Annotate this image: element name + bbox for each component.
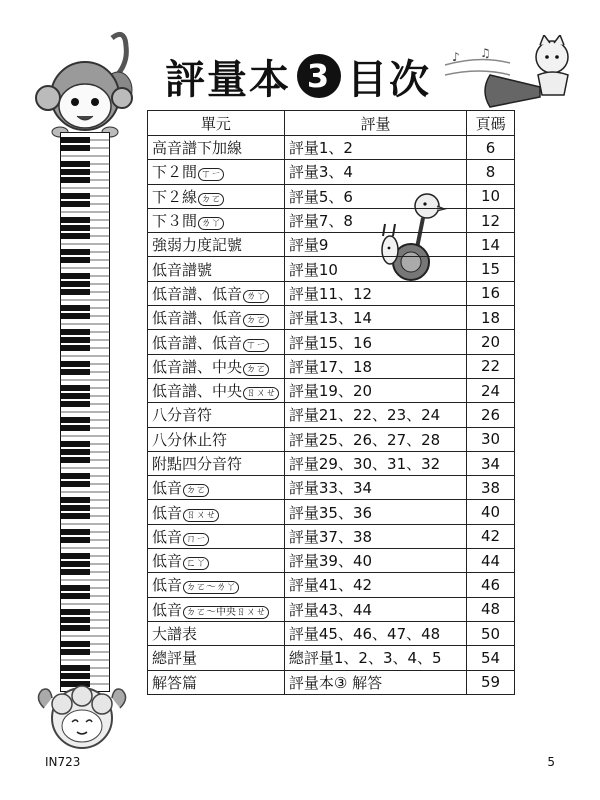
- evals-cell: 評量本③ 解答: [284, 670, 466, 694]
- unit-cell: [148, 378, 285, 402]
- toc-table: [147, 110, 515, 695]
- zhuyin-note-mark: ㄉㄛ: [198, 193, 224, 206]
- cat-horn-illustration: [440, 35, 585, 110]
- header-evals: 評量: [284, 111, 466, 136]
- zhuyin-note-mark: ㄉㄛ～中央ㄖㄨㄝ: [183, 606, 269, 619]
- zhuyin-note-mark: ㄌㄚ: [198, 217, 224, 230]
- evals-cell: 評量5、6: [284, 184, 466, 208]
- table-row: [148, 378, 515, 402]
- piano-keyboard-decoration: [60, 132, 110, 692]
- unit-cell: [148, 354, 285, 378]
- unit-cell: [148, 257, 285, 281]
- zhuyin-note-mark: ㄉㄛ: [243, 363, 269, 376]
- evals-cell: 評量3、4: [284, 160, 466, 184]
- unit-label: 低音: [152, 503, 183, 522]
- page-cell: 6: [467, 136, 515, 160]
- evals-cell: 評量15、16: [284, 330, 466, 354]
- page-cell: 34: [467, 451, 515, 475]
- unit-label: 低音: [152, 527, 183, 546]
- unit-label: 大譜表: [152, 625, 198, 644]
- evals-cell: 評量21、22、23、24: [284, 403, 466, 427]
- header-unit: 單元: [148, 111, 285, 136]
- page-cell: 50: [467, 621, 515, 645]
- title-text: 評量本: [165, 56, 291, 103]
- unit-cell: [148, 476, 285, 500]
- unit-label: 下２間: [152, 163, 198, 182]
- table-row: [148, 646, 515, 670]
- zhuyin-note-mark: ㄒㄧ: [243, 339, 269, 352]
- page-cell: 44: [467, 549, 515, 573]
- unit-cell: [148, 427, 285, 451]
- zhuyin-note-mark: ㄈㄚ: [183, 557, 209, 570]
- zhuyin-note-mark: ㄖㄨㄝ: [243, 387, 279, 400]
- page-cell: 42: [467, 524, 515, 548]
- page-number: 5: [547, 755, 555, 769]
- header-page: 頁碼: [467, 111, 515, 136]
- unit-label: 低音譜、低音: [152, 333, 243, 352]
- evals-cell: 評量37、38: [284, 524, 466, 548]
- zhuyin-note-mark: ㄉㄛ～ㄌㄚ: [183, 581, 239, 594]
- unit-cell: [148, 136, 285, 160]
- svg-text:♫: ♫: [480, 46, 491, 60]
- table-row: [148, 354, 515, 378]
- unit-cell: [148, 208, 285, 232]
- unit-cell: [148, 184, 285, 208]
- unit-cell: [148, 573, 285, 597]
- unit-cell: [148, 621, 285, 645]
- table-row: [148, 403, 515, 427]
- page-cell: 12: [467, 208, 515, 232]
- unit-label: 八分音符: [152, 406, 213, 425]
- unit-label: 低音譜、中央: [152, 382, 243, 401]
- unit-label: 低音: [152, 576, 183, 595]
- unit-cell: [148, 451, 285, 475]
- evals-cell: 評量9: [284, 233, 466, 257]
- evals-cell: 評量33、34: [284, 476, 466, 500]
- unit-cell: [148, 330, 285, 354]
- unit-label: 低音譜、中央: [152, 357, 243, 376]
- unit-label: 附點四分音符: [152, 455, 243, 473]
- page-cell: 40: [467, 500, 515, 524]
- unit-label: 八分休止符: [152, 430, 228, 449]
- page-cell: 18: [467, 306, 515, 330]
- unit-cell: [148, 403, 285, 427]
- zhuyin-note-mark: ㄉㄛ: [243, 314, 269, 327]
- unit-cell: [148, 306, 285, 330]
- unit-cell: [148, 670, 285, 694]
- unit-label: 低音譜號: [152, 260, 213, 279]
- unit-label: 總評量: [152, 649, 198, 668]
- unit-cell: [148, 524, 285, 548]
- page-cell: 54: [467, 646, 515, 670]
- table-row: [148, 281, 515, 305]
- page-cell: 24: [467, 378, 515, 402]
- page-cell: 16: [467, 281, 515, 305]
- unit-cell: [148, 233, 285, 257]
- evals-cell: 總評量1、2、3、4、5: [284, 646, 466, 670]
- page-cell: 26: [467, 403, 515, 427]
- evals-cell: 評量41、42: [284, 573, 466, 597]
- evals-cell: 評量17、18: [284, 354, 466, 378]
- evals-cell: 評量25、26、27、28: [284, 427, 466, 451]
- unit-cell: [148, 160, 285, 184]
- table-row: [148, 184, 515, 208]
- page-cell: 8: [467, 160, 515, 184]
- evals-cell: 評量35、36: [284, 500, 466, 524]
- evals-cell: 評量19、20: [284, 378, 466, 402]
- evals-cell: 評量29、30、31、32: [284, 451, 466, 475]
- sheep-illustration: [32, 678, 132, 758]
- evals-cell: 評量7、8: [284, 208, 466, 232]
- table-row: [148, 573, 515, 597]
- unit-label: 強弱力度記號: [152, 236, 243, 255]
- unit-label: 低音譜、低音: [152, 309, 243, 328]
- table-row: [148, 427, 515, 451]
- page-cell: 38: [467, 476, 515, 500]
- unit-label: 低音: [152, 600, 183, 619]
- table-row: [148, 257, 515, 281]
- page-cell: 30: [467, 427, 515, 451]
- title-number-badge: 3: [297, 54, 341, 98]
- evals-cell: 評量10: [284, 257, 466, 281]
- table-row: [148, 233, 515, 257]
- unit-label: 高音譜下加線: [152, 139, 243, 158]
- page-cell: 59: [467, 670, 515, 694]
- page-cell: 14: [467, 233, 515, 257]
- zhuyin-note-mark: ㄒㄧ: [198, 168, 224, 181]
- zhuyin-note-mark: ㄉㄛ: [183, 484, 209, 497]
- table-row: [148, 549, 515, 573]
- table-row: [148, 208, 515, 232]
- unit-label: 下２線: [152, 187, 198, 206]
- table-row: [148, 136, 515, 160]
- title-suffix: 目次: [347, 56, 431, 103]
- unit-label: 低音譜、低音: [152, 284, 243, 303]
- table-row: [148, 306, 515, 330]
- unit-cell: [148, 597, 285, 621]
- page-cell: 10: [467, 184, 515, 208]
- zhuyin-note-mark: ㄖㄨㄝ: [183, 509, 219, 522]
- monkey-illustration: [30, 28, 140, 138]
- page-cell: 20: [467, 330, 515, 354]
- evals-cell: 評量13、14: [284, 306, 466, 330]
- table-row: [148, 451, 515, 475]
- book-code: IN723: [45, 755, 81, 769]
- page-cell: 48: [467, 597, 515, 621]
- zhuyin-note-mark: ㄌㄚ: [243, 290, 269, 303]
- evals-cell: 評量43、44: [284, 597, 466, 621]
- table-header-row: [148, 111, 515, 136]
- page-title: [165, 52, 431, 103]
- unit-cell: [148, 500, 285, 524]
- unit-label: 低音: [152, 552, 183, 571]
- table-row: [148, 160, 515, 184]
- page-cell: 46: [467, 573, 515, 597]
- table-row: [148, 597, 515, 621]
- svg-text:♪: ♪: [452, 50, 460, 64]
- page-cell: 22: [467, 354, 515, 378]
- zhuyin-note-mark: ㄇㄧ: [183, 533, 209, 546]
- unit-label: 低音: [152, 479, 183, 498]
- unit-label: 解答篇: [152, 673, 198, 692]
- unit-cell: [148, 646, 285, 670]
- evals-cell: 評量39、40: [284, 549, 466, 573]
- table-row: [148, 524, 515, 548]
- table-row: [148, 330, 515, 354]
- evals-cell: 評量1、2: [284, 136, 466, 160]
- unit-cell: [148, 549, 285, 573]
- evals-cell: 評量11、12: [284, 281, 466, 305]
- table-row: [148, 476, 515, 500]
- table-row: [148, 621, 515, 645]
- page-cell: 15: [467, 257, 515, 281]
- table-row: [148, 670, 515, 694]
- evals-cell: 評量45、46、47、48: [284, 621, 466, 645]
- unit-label: 下３間: [152, 212, 198, 231]
- unit-cell: [148, 281, 285, 305]
- table-row: [148, 500, 515, 524]
